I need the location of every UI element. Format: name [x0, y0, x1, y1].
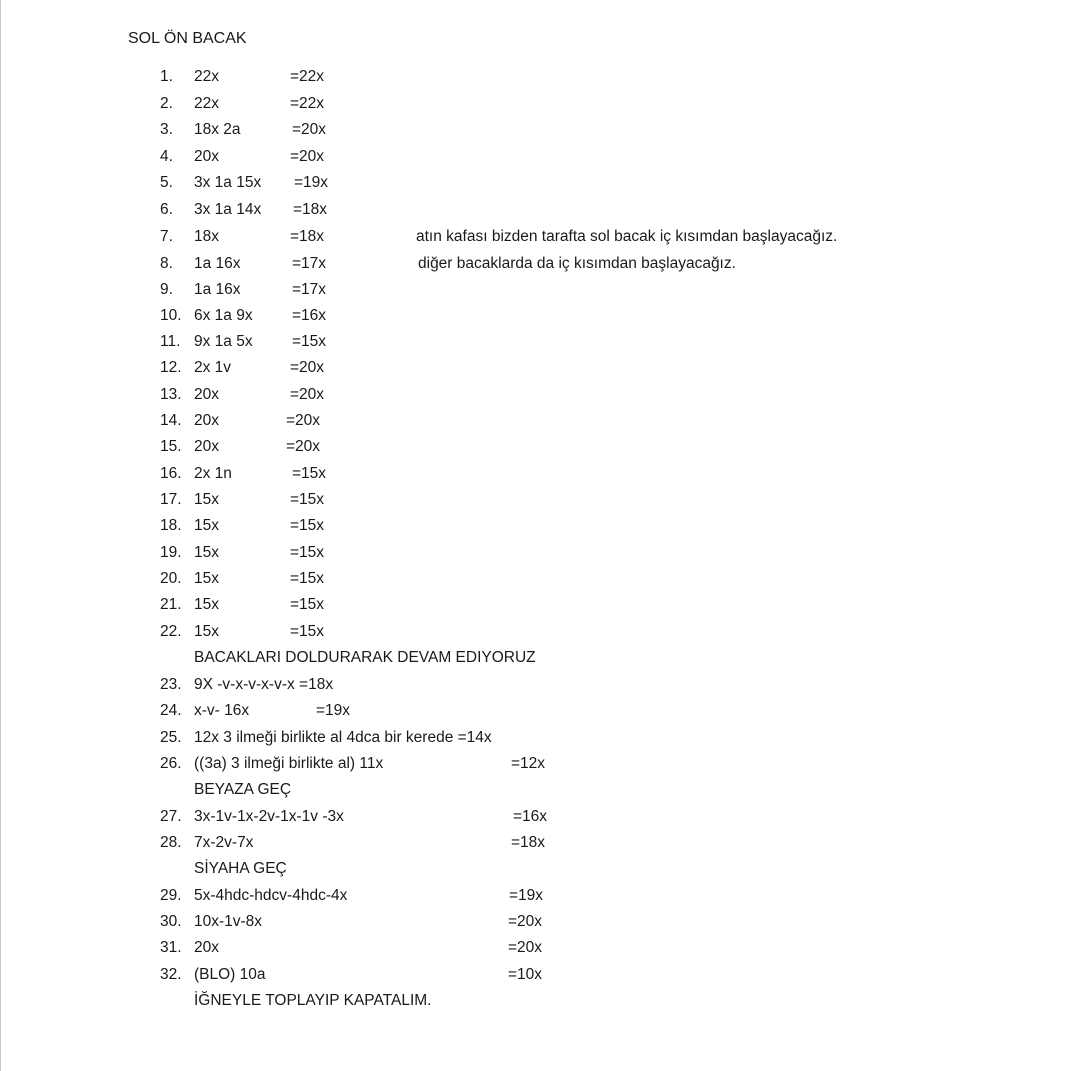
row-number: 18.: [160, 517, 182, 534]
row-number: 14.: [160, 412, 182, 429]
row-instruction: 20x: [194, 412, 219, 429]
row-number: 6.: [160, 201, 173, 218]
row-total: =12x: [511, 755, 546, 772]
row-total: =18x: [511, 834, 546, 851]
row-instruction: 12x 3 ilmeği birlikte al 4dca bir kerede =14x: [194, 729, 492, 746]
heading-text: İĞNEYLE TOPLAYIP KAPATALIM.: [194, 992, 432, 1009]
row-instruction: ((3a) 3 ilmeği birlikte al) 11x: [194, 755, 384, 772]
row-number: 2.: [160, 95, 173, 112]
row-number: 25.: [160, 729, 182, 746]
row-number: 3.: [160, 121, 173, 138]
row-instruction: 15x: [194, 544, 219, 561]
heading-text: SİYAHA GEÇ: [194, 860, 287, 877]
row-instruction: 3x 1a 14x: [194, 201, 262, 218]
row-number: 24.: [160, 702, 182, 719]
row-instruction: 2x 1v: [194, 359, 232, 376]
row-number: 31.: [160, 939, 182, 956]
row-number: 10.: [160, 307, 182, 324]
row-number: 7.: [160, 228, 173, 245]
row-total: =22x: [290, 95, 325, 112]
row-total: =15x: [290, 623, 325, 640]
row-instruction: (BLO) 10a: [194, 966, 266, 983]
row-instruction: 7x-2v-7x: [194, 834, 254, 851]
heading-text: BEYAZA GEÇ: [194, 781, 292, 798]
row-instruction: 3x-1v-1x-2v-1x-1v -3x: [194, 808, 344, 825]
row-number: 30.: [160, 913, 182, 930]
row-number: 12.: [160, 359, 182, 376]
row-total: =20x: [286, 412, 321, 429]
row-instruction: 18x: [194, 228, 219, 245]
row-total: =20x: [290, 359, 325, 376]
row-number: 32.: [160, 966, 182, 983]
row-number: 9.: [160, 281, 173, 298]
row-total: =17x: [292, 281, 327, 298]
row-instruction: 22x: [194, 68, 219, 85]
row-total: =19x: [294, 174, 329, 191]
row-total: =16x: [513, 808, 548, 825]
side-note-1: atın kafası bizden tarafta sol bacak iç kısımdan başlayacağız.: [416, 228, 838, 245]
row-instruction: 6x 1a 9x: [194, 307, 253, 324]
row-number: 22.: [160, 623, 182, 640]
row-instruction: 10x-1v-8x: [194, 913, 263, 930]
row-instruction: 15x: [194, 491, 219, 508]
row-instruction: 20x: [194, 939, 219, 956]
row-total: =20x: [508, 939, 543, 956]
page-edge: [0, 0, 1, 1071]
row-instruction: 20x: [194, 438, 219, 455]
row-number: 17.: [160, 491, 182, 508]
row-instruction: 1a 16x: [194, 255, 241, 272]
row-total: =15x: [292, 465, 327, 482]
row-total: =15x: [290, 517, 325, 534]
row-total: =20x: [286, 438, 321, 455]
row-instruction: 18x 2a: [194, 121, 241, 138]
row-instruction: 20x: [194, 148, 219, 165]
row-instruction: 5x-4hdc-hdcv-4hdc-4x: [194, 887, 348, 904]
row-total: =22x: [290, 68, 325, 85]
row-instruction: 22x: [194, 95, 219, 112]
document-title: SOL ÖN BACAK: [128, 30, 247, 47]
row-total: =20x: [290, 148, 325, 165]
heading-text: BACAKLARI DOLDURARAK DEVAM EDIYORUZ: [194, 649, 536, 666]
row-instruction: 15x: [194, 517, 219, 534]
row-number: 13.: [160, 386, 182, 403]
row-number: 27.: [160, 808, 182, 825]
row-number: 4.: [160, 148, 173, 165]
row-total: =18x: [293, 201, 328, 218]
row-number: 19.: [160, 544, 182, 561]
row-total: =18x: [290, 228, 325, 245]
row-number: 5.: [160, 174, 173, 191]
row-instruction: 15x: [194, 596, 219, 613]
row-total: =15x: [290, 491, 325, 508]
row-instruction: 2x 1n: [194, 465, 232, 482]
row-number: 21.: [160, 596, 182, 613]
row-number: 15.: [160, 438, 182, 455]
row-total: =15x: [290, 544, 325, 561]
row-number: 1.: [160, 68, 173, 85]
row-number: 11.: [160, 333, 181, 350]
row-instruction: 3x 1a 15x: [194, 174, 262, 191]
row-total: =15x: [292, 333, 327, 350]
row-instruction: x-v- 16x: [194, 702, 250, 719]
row-number: 16.: [160, 465, 182, 482]
row-instruction: 15x: [194, 623, 219, 640]
row-number: 23.: [160, 676, 182, 693]
row-instruction: 9X -v-x-v-x-v-x =18x: [194, 676, 334, 693]
row-total: =19x: [316, 702, 351, 719]
row-instruction: 15x: [194, 570, 219, 587]
row-number: 8.: [160, 255, 173, 272]
row-number: 28.: [160, 834, 182, 851]
row-instruction: 9x 1a 5x: [194, 333, 253, 350]
row-number: 29.: [160, 887, 182, 904]
row-total: =19x: [509, 887, 544, 904]
row-number: 26.: [160, 755, 182, 772]
row-total: =20x: [290, 386, 325, 403]
side-note-2: diğer bacaklarda da iç kısımdan başlayacağız.: [418, 255, 736, 272]
row-instruction: 20x: [194, 386, 219, 403]
row-total: =15x: [290, 596, 325, 613]
row-instruction: 1a 16x: [194, 281, 241, 298]
row-number: 20.: [160, 570, 182, 587]
row-total: =10x: [508, 966, 543, 983]
row-total: =17x: [292, 255, 327, 272]
row-total: =15x: [290, 570, 325, 587]
row-total: =16x: [292, 307, 327, 324]
row-total: =20x: [508, 913, 543, 930]
row-total: =20x: [292, 121, 327, 138]
